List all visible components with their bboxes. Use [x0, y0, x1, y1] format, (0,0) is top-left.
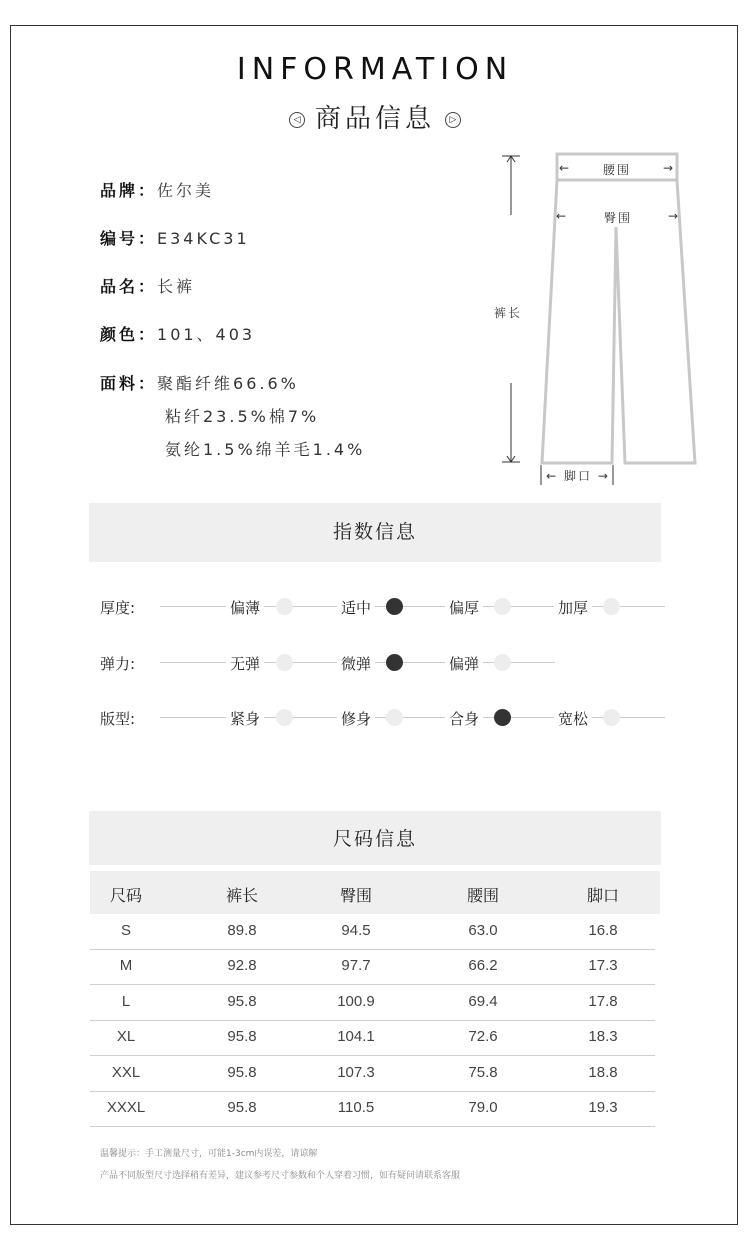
right-arrow-icon: ▷ — [445, 112, 461, 128]
brand-value: 佐尔美 — [157, 181, 215, 200]
elasticity-option-none: 无弹 — [226, 653, 264, 674]
cell-size: M — [119, 957, 133, 975]
cell-waist: 63.0 — [468, 922, 498, 939]
name-row — [100, 274, 195, 297]
hip-text: 臀围 — [603, 211, 632, 225]
color-row — [100, 322, 255, 345]
cell-waist: 72.6 — [468, 1028, 498, 1046]
left-arrow-icon: ◁ — [289, 112, 305, 128]
table-row — [90, 1091, 655, 1127]
thickness-option-thick: 偏厚 — [445, 597, 483, 618]
hip-label — [556, 209, 680, 226]
cell-length: 95.8 — [227, 1028, 257, 1046]
fabric-line-3: 氨纶1.5%绵羊毛1.4% — [165, 440, 366, 459]
code-row — [100, 226, 250, 249]
cell-hem: 17.3 — [588, 957, 618, 975]
fit-dot-regular — [494, 709, 511, 726]
title-chinese-text: 商品信息 — [314, 104, 435, 134]
cell-size: XXL — [111, 1063, 141, 1081]
hip-arrow-right-icon: → — [667, 209, 680, 223]
header-size: 尺码 — [109, 886, 142, 905]
thickness-dot-medium — [386, 598, 403, 615]
fabric-line-2: 粘纤23.5%棉7% — [165, 407, 320, 426]
hem-arrow-right-icon: → — [597, 469, 610, 483]
header-hip: 臀围 — [339, 886, 372, 905]
thickness-option-thin: 偏薄 — [226, 597, 264, 618]
cell-hem: 18.3 — [588, 1028, 618, 1046]
code-label: 编号： — [100, 229, 158, 248]
fabric-row — [100, 371, 299, 394]
cell-size: XXXL — [106, 1099, 146, 1116]
thickness-dot-extra — [603, 598, 620, 615]
waist-text: 腰围 — [602, 163, 631, 177]
cell-length: 92.8 — [227, 957, 257, 975]
size-table-header — [90, 871, 660, 914]
cell-hip: 100.9 — [337, 992, 375, 1010]
elasticity-dot-high — [494, 654, 511, 671]
fit-option-regular: 合身 — [445, 708, 483, 729]
color-label: 颜色： — [100, 325, 158, 344]
fit-row — [100, 705, 665, 729]
table-row — [90, 914, 655, 950]
hem-text: 脚口 — [563, 469, 592, 483]
cell-waist: 66.2 — [468, 957, 498, 975]
fabric-line-1: 聚酯纤维66.6% — [157, 374, 299, 393]
cell-hem: 17.8 — [588, 992, 618, 1010]
hip-arrow-left-icon: ← — [556, 209, 569, 223]
elasticity-option-high: 偏弹 — [445, 653, 483, 674]
cell-hem: 16.8 — [588, 922, 618, 939]
fabric-label: 面料： — [100, 374, 158, 393]
elasticity-label: 弹力: — [100, 655, 136, 673]
cell-waist: 69.4 — [468, 992, 498, 1010]
thickness-dot-thin — [276, 598, 293, 615]
pants-diagram — [480, 145, 710, 495]
thickness-option-medium: 适中 — [337, 597, 375, 618]
header-length: 裤长 — [225, 886, 258, 905]
cell-hem: 19.3 — [588, 1099, 618, 1116]
fit-dot-loose — [603, 709, 620, 726]
brand-label: 品牌： — [100, 181, 158, 200]
cell-size: XL — [116, 1028, 136, 1046]
elasticity-dot-slight — [386, 654, 403, 671]
cell-hip: 104.1 — [337, 1028, 375, 1046]
thickness-row — [100, 594, 665, 618]
title-chinese — [0, 98, 750, 135]
fit-option-tight: 紧身 — [226, 708, 264, 729]
size-section-title: 尺码信息 — [89, 811, 661, 865]
cell-length: 95.8 — [227, 1063, 257, 1081]
cell-hip: 94.5 — [341, 922, 371, 939]
fit-option-loose: 宽松 — [554, 708, 592, 729]
name-label: 品名： — [100, 277, 158, 296]
table-row — [90, 949, 655, 985]
header-hem: 脚口 — [586, 886, 619, 905]
cell-waist: 79.0 — [468, 1099, 498, 1116]
table-row — [90, 1056, 655, 1092]
cell-length: 89.8 — [227, 922, 257, 939]
cell-length: 95.8 — [227, 992, 257, 1010]
table-row — [90, 985, 655, 1021]
cell-hem: 18.8 — [588, 1063, 618, 1081]
fit-option-slim: 修身 — [337, 708, 375, 729]
elasticity-row — [100, 650, 665, 674]
header-waist: 腰围 — [466, 886, 499, 905]
waist-arrow-left-icon: ← — [559, 161, 572, 175]
waist-arrow-right-icon: → — [662, 161, 675, 175]
code-value: E34KC31 — [157, 229, 250, 248]
elasticity-option-slight: 微弹 — [337, 653, 375, 674]
cell-waist: 75.8 — [468, 1063, 498, 1081]
note-measurement: 温馨提示：手工测量尺寸，可能1-3cm内误差，请谅解 — [100, 1149, 318, 1159]
note-fit-advice: 产品不同版型尺寸选择稍有差异，建议参考尺寸参数和个人穿着习惯，如有疑问请联系客服 — [100, 1171, 461, 1181]
index-section-title: 指数信息 — [89, 503, 661, 562]
thickness-option-extra: 加厚 — [554, 597, 592, 618]
cell-length: 95.8 — [227, 1099, 257, 1116]
fit-dot-tight — [276, 709, 293, 726]
hem-arrow-left-icon: ← — [546, 469, 559, 483]
table-row — [90, 1020, 655, 1056]
elasticity-dot-none — [276, 654, 293, 671]
brand-row — [100, 178, 214, 201]
thickness-dot-thick — [494, 598, 511, 615]
waist-label — [559, 161, 675, 178]
title-english: INFORMATION — [236, 52, 514, 87]
cell-size: S — [120, 922, 131, 939]
color-value: 101、403 — [157, 325, 256, 344]
thickness-label: 厚度: — [100, 599, 136, 617]
cell-hip: 107.3 — [337, 1063, 375, 1081]
cell-hip: 110.5 — [337, 1099, 375, 1116]
fit-label: 版型: — [100, 710, 136, 728]
hem-label — [544, 467, 612, 484]
length-label: 裤长 — [494, 306, 523, 320]
fit-dot-slim — [386, 709, 403, 726]
name-value: 长裤 — [157, 277, 196, 296]
cell-size: L — [121, 992, 131, 1010]
cell-hip: 97.7 — [341, 957, 371, 975]
